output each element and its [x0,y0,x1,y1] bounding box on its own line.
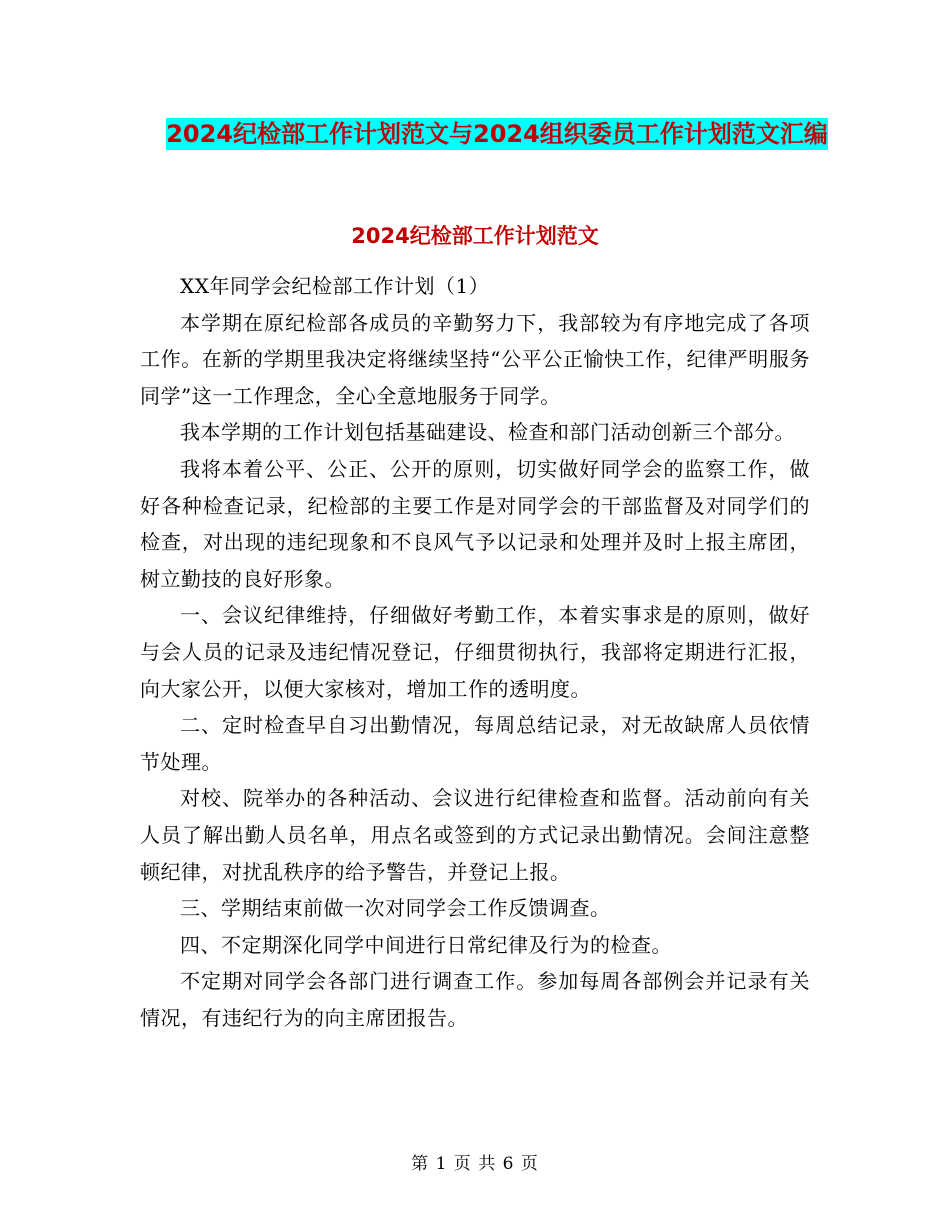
paragraph: 本学期在原纪检部各成员的辛勤努力下，我部较为有序地完成了各项工作。在新的学期里我决定将继续坚持“公平公正愉快工作，纪律严明服务同学”这一工作理念，全心全意地服务于同学。 [140,310,810,408]
paragraph: 我将本着公平、公正、公开的原则，切实做好同学会的监察工作，做好各种检查记录，纪检部的主要工作是对同学会的干部监督及对同学们的检查，对出现的违纪现象和不良风气予以记录和处理并及时上报主席团，树立勤技的良好形象。 [140,456,810,591]
document-body [140,268,810,1036]
paragraph: 对校、院举办的各种活动、会议进行纪律检查和监督。活动前向有关人员了解出勤人员名单，用点名或签到的方式记录出勤情况。会间注意整顿纪律，对扰乱秩序的给予警告，并登记上报。 [140,786,810,884]
paragraph-heading: XX年同学会纪检部工作计划（1） [180,274,490,298]
paragraph: 二、定时检查早自习出勤情况，每周总结记录，对无故缺席人员依情节处理。 [140,713,810,774]
paragraph: 四、不定期深化同学中间进行日常纪律及行为的检查。 [180,932,672,957]
paragraph: 三、学期结束前做一次对同学会工作反馈调查。 [180,896,611,921]
page-number-footer: 第 1 页 共 6 页 [411,1154,539,1174]
paragraph: 我本学期的工作计划包括基础建设、检查和部门活动创新三个部分。 [180,420,795,445]
section-title: 2024纪检部工作计划范文 [351,224,599,248]
paragraph: 不定期对同学会各部门进行调查工作。参加每周各部例会并记录有关情况，有违纪行为的向主席团报告。 [140,969,810,1030]
document-title [140,108,854,160]
paragraph: 一、会议纪律维持，仔细做好考勤工作，本着实事求是的原则，做好与会人员的记录及违纪情况登记，仔细贯彻执行，我部将定期进行汇报，向大家公开，以便大家核对，增加工作的透明度。 [140,603,810,701]
document-title-text: 2024纪检部工作计划范文与2024组织委员工作计划范文汇编 [166,120,828,148]
